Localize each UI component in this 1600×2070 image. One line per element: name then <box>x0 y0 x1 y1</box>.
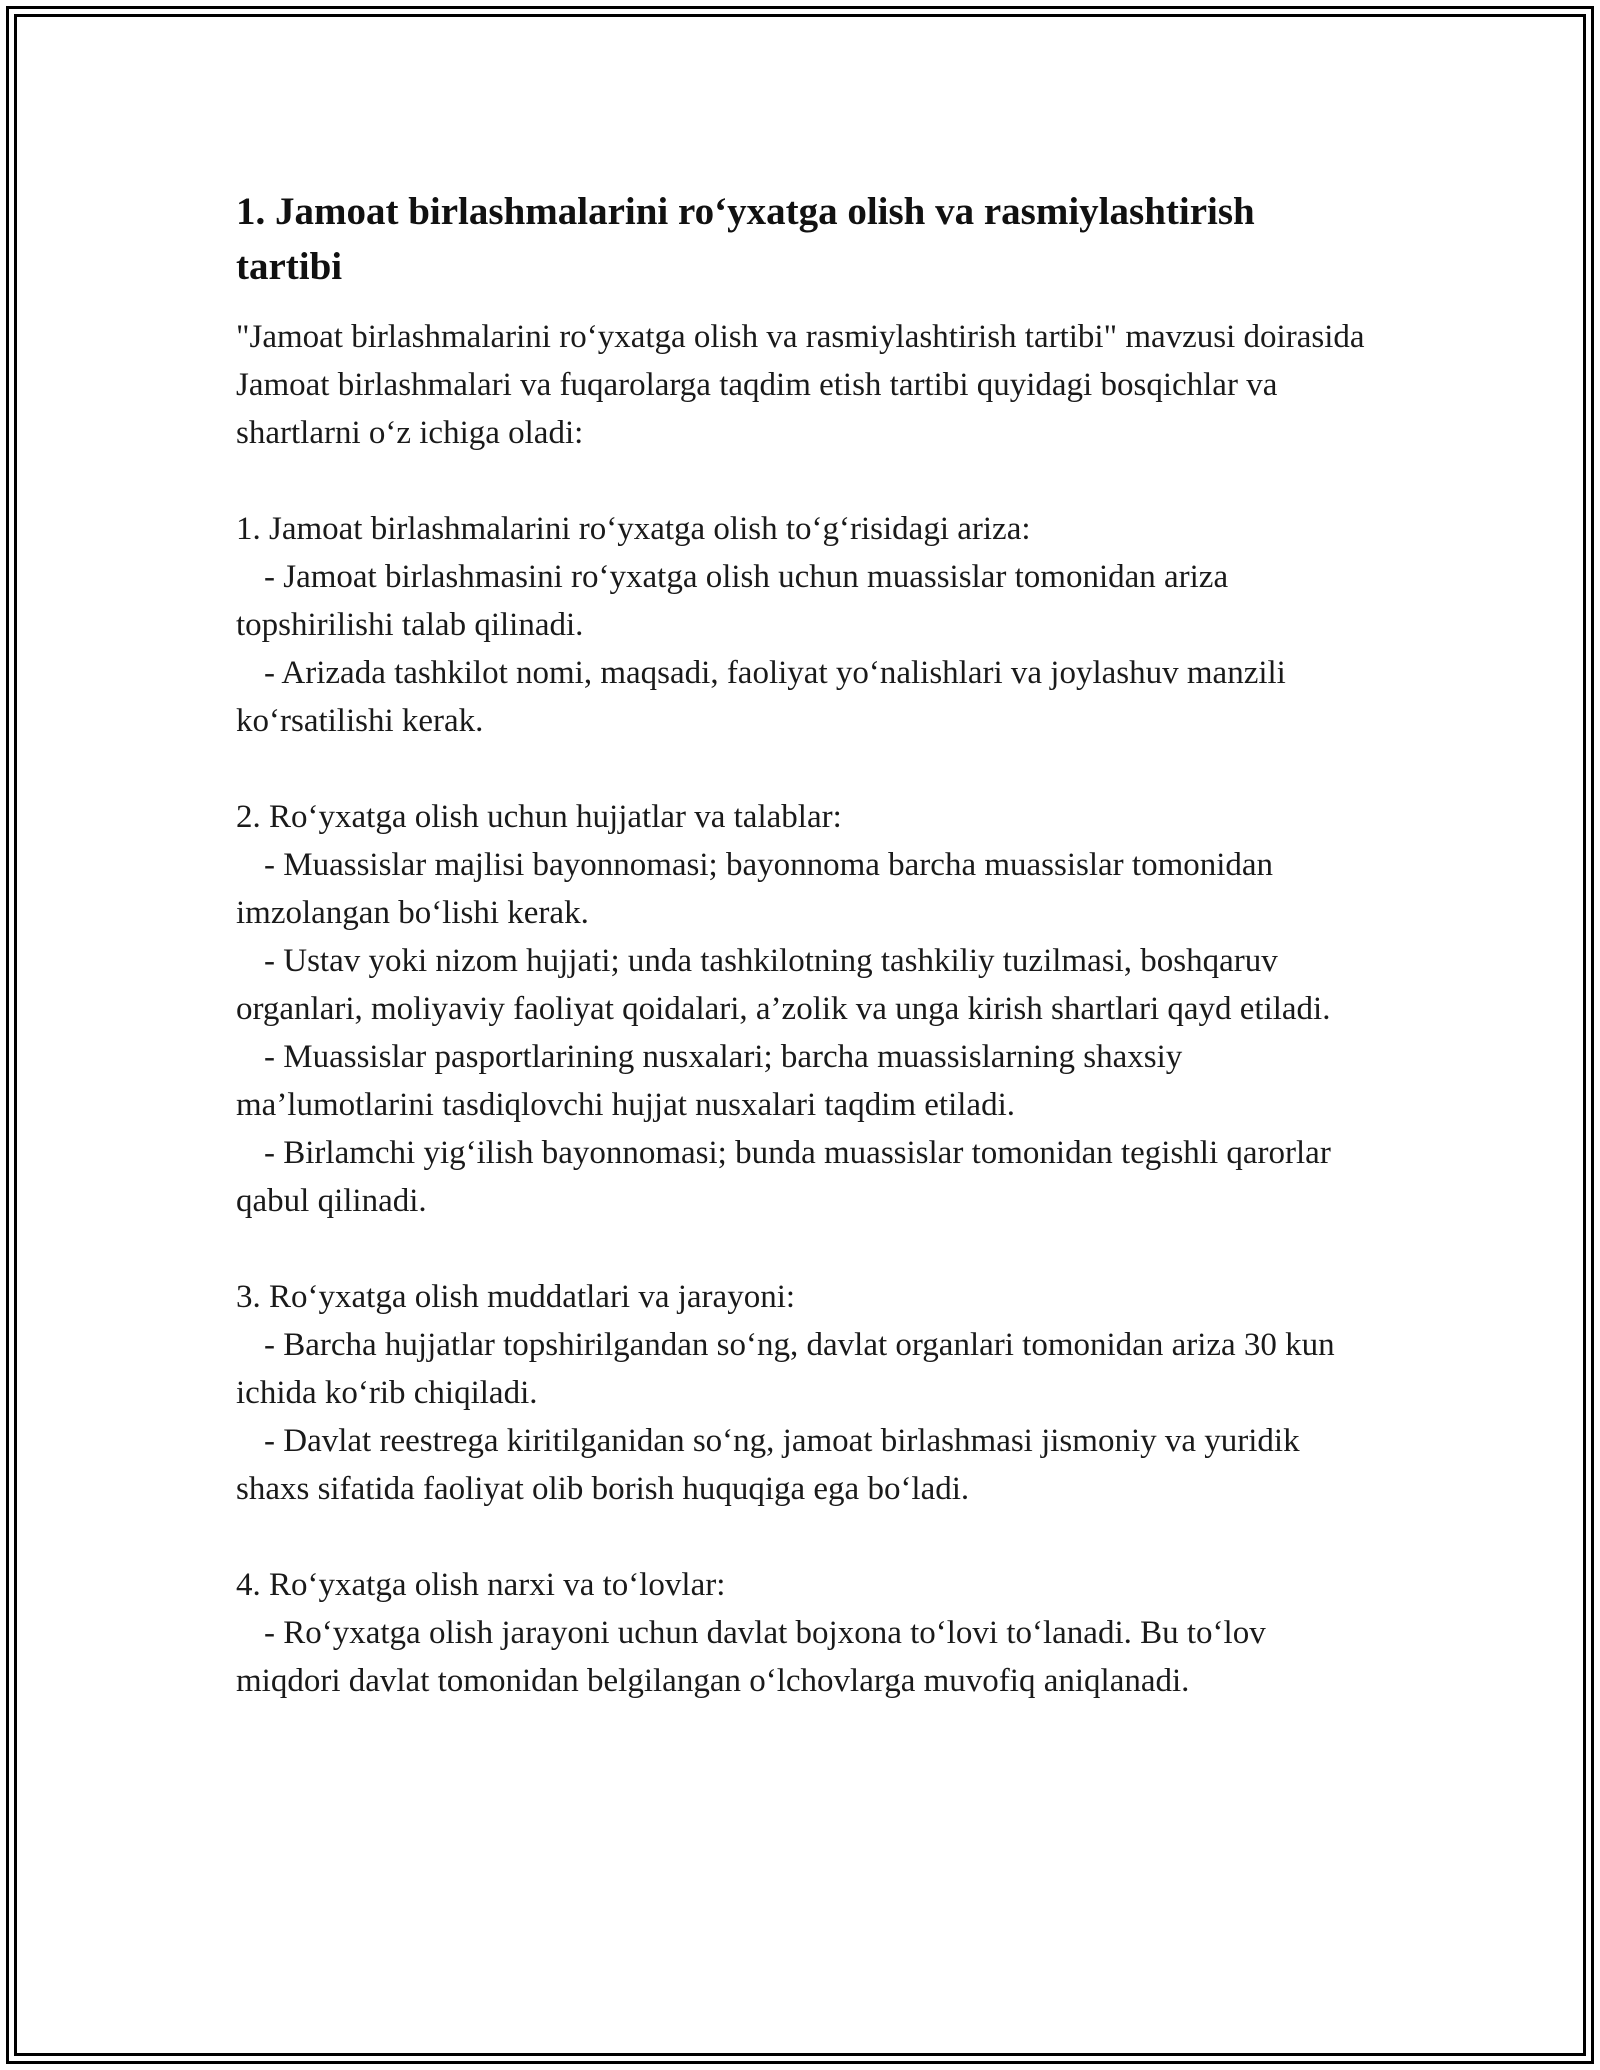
section-documents <box>236 793 1366 1225</box>
section-heading: 3. Ro‘yxatga olish muddatlari va jarayoni: <box>236 1279 796 1315</box>
section-list-item: - Barcha hujjatlar topshirilgandan so‘ng, davlat organlari tomonidan ariza 30 kun ichida ko‘rib chiqiladi. <box>236 1327 1335 1411</box>
intro-paragraph: "Jamoat birlashmalarini ro‘yxatga olish va rasmiylashtirish tartibi" mavzusi doirasida Jamoat birlashmalari va fuqarolarga taqdim etish tartibi quyidagi bosqichlar va shartlarni o‘z ichiga oladi: <box>236 319 1365 451</box>
section-list-item: - Muassislar pasportlarining nusxalari; barcha muassislarning shaxsiy ma’lumotlarini tasdiqlovchi hujjat nusxalari taqdim etiladi. <box>236 1039 1183 1123</box>
section-heading: 1. Jamoat birlashmalarini ro‘yxatga olish to‘g‘risidagi ariza: <box>236 511 1031 547</box>
section-list-item: - Davlat reestrega kiritilganidan so‘ng, jamoat birlashmasi jismoniy va yuridik shaxs sifatida faoliyat olib borish huquqiga ega bo‘ladi. <box>236 1423 1300 1507</box>
document-title: 1. Jamoat birlashmalarini ro‘yxatga olish va rasmiylashtirish tartibi <box>236 190 1255 288</box>
document-body <box>236 184 1366 1705</box>
section-list-item: - Arizada tashkilot nomi, maqsadi, faoliyat yo‘nalishlari va joylashuv manzili ko‘rsatilishi kerak. <box>236 655 1286 739</box>
section-list-item: - Birlamchi yig‘ilish bayonnomasi; bunda muassislar tomonidan tegishli qarorlar qabul qilinadi. <box>236 1135 1331 1219</box>
section-heading: 2. Ro‘yxatga olish uchun hujjatlar va talablar: <box>236 799 842 835</box>
section-list-item: - Ro‘yxatga olish jarayoni uchun davlat bojxona to‘lovi to‘lanadi. Bu to‘lov miqdori davlat tomonidan belgilangan o‘lchovlarga muvofiq aniqlanadi. <box>236 1615 1266 1699</box>
section-list-item: - Muassislar majlisi bayonnomasi; bayonnoma barcha muassislar tomonidan imzolangan bo‘lishi kerak. <box>236 847 1274 931</box>
section-list-item: - Jamoat birlashmasini ro‘yxatga olish uchun muassislar tomonidan ariza topshirilishi talab qilinadi. <box>236 559 1229 643</box>
section-application <box>236 505 1366 745</box>
section-deadlines <box>236 1273 1366 1513</box>
section-fees <box>236 1561 1366 1705</box>
section-list-item: - Ustav yoki nizom hujjati; unda tashkilotning tashkiliy tuzilmasi, boshqaruv organlari, moliyaviy faoliyat qoidalari, a’zolik va unga kirish shartlari qayd etiladi. <box>236 943 1331 1027</box>
section-heading: 4. Ro‘yxatga olish narxi va to‘lovlar: <box>236 1567 726 1603</box>
